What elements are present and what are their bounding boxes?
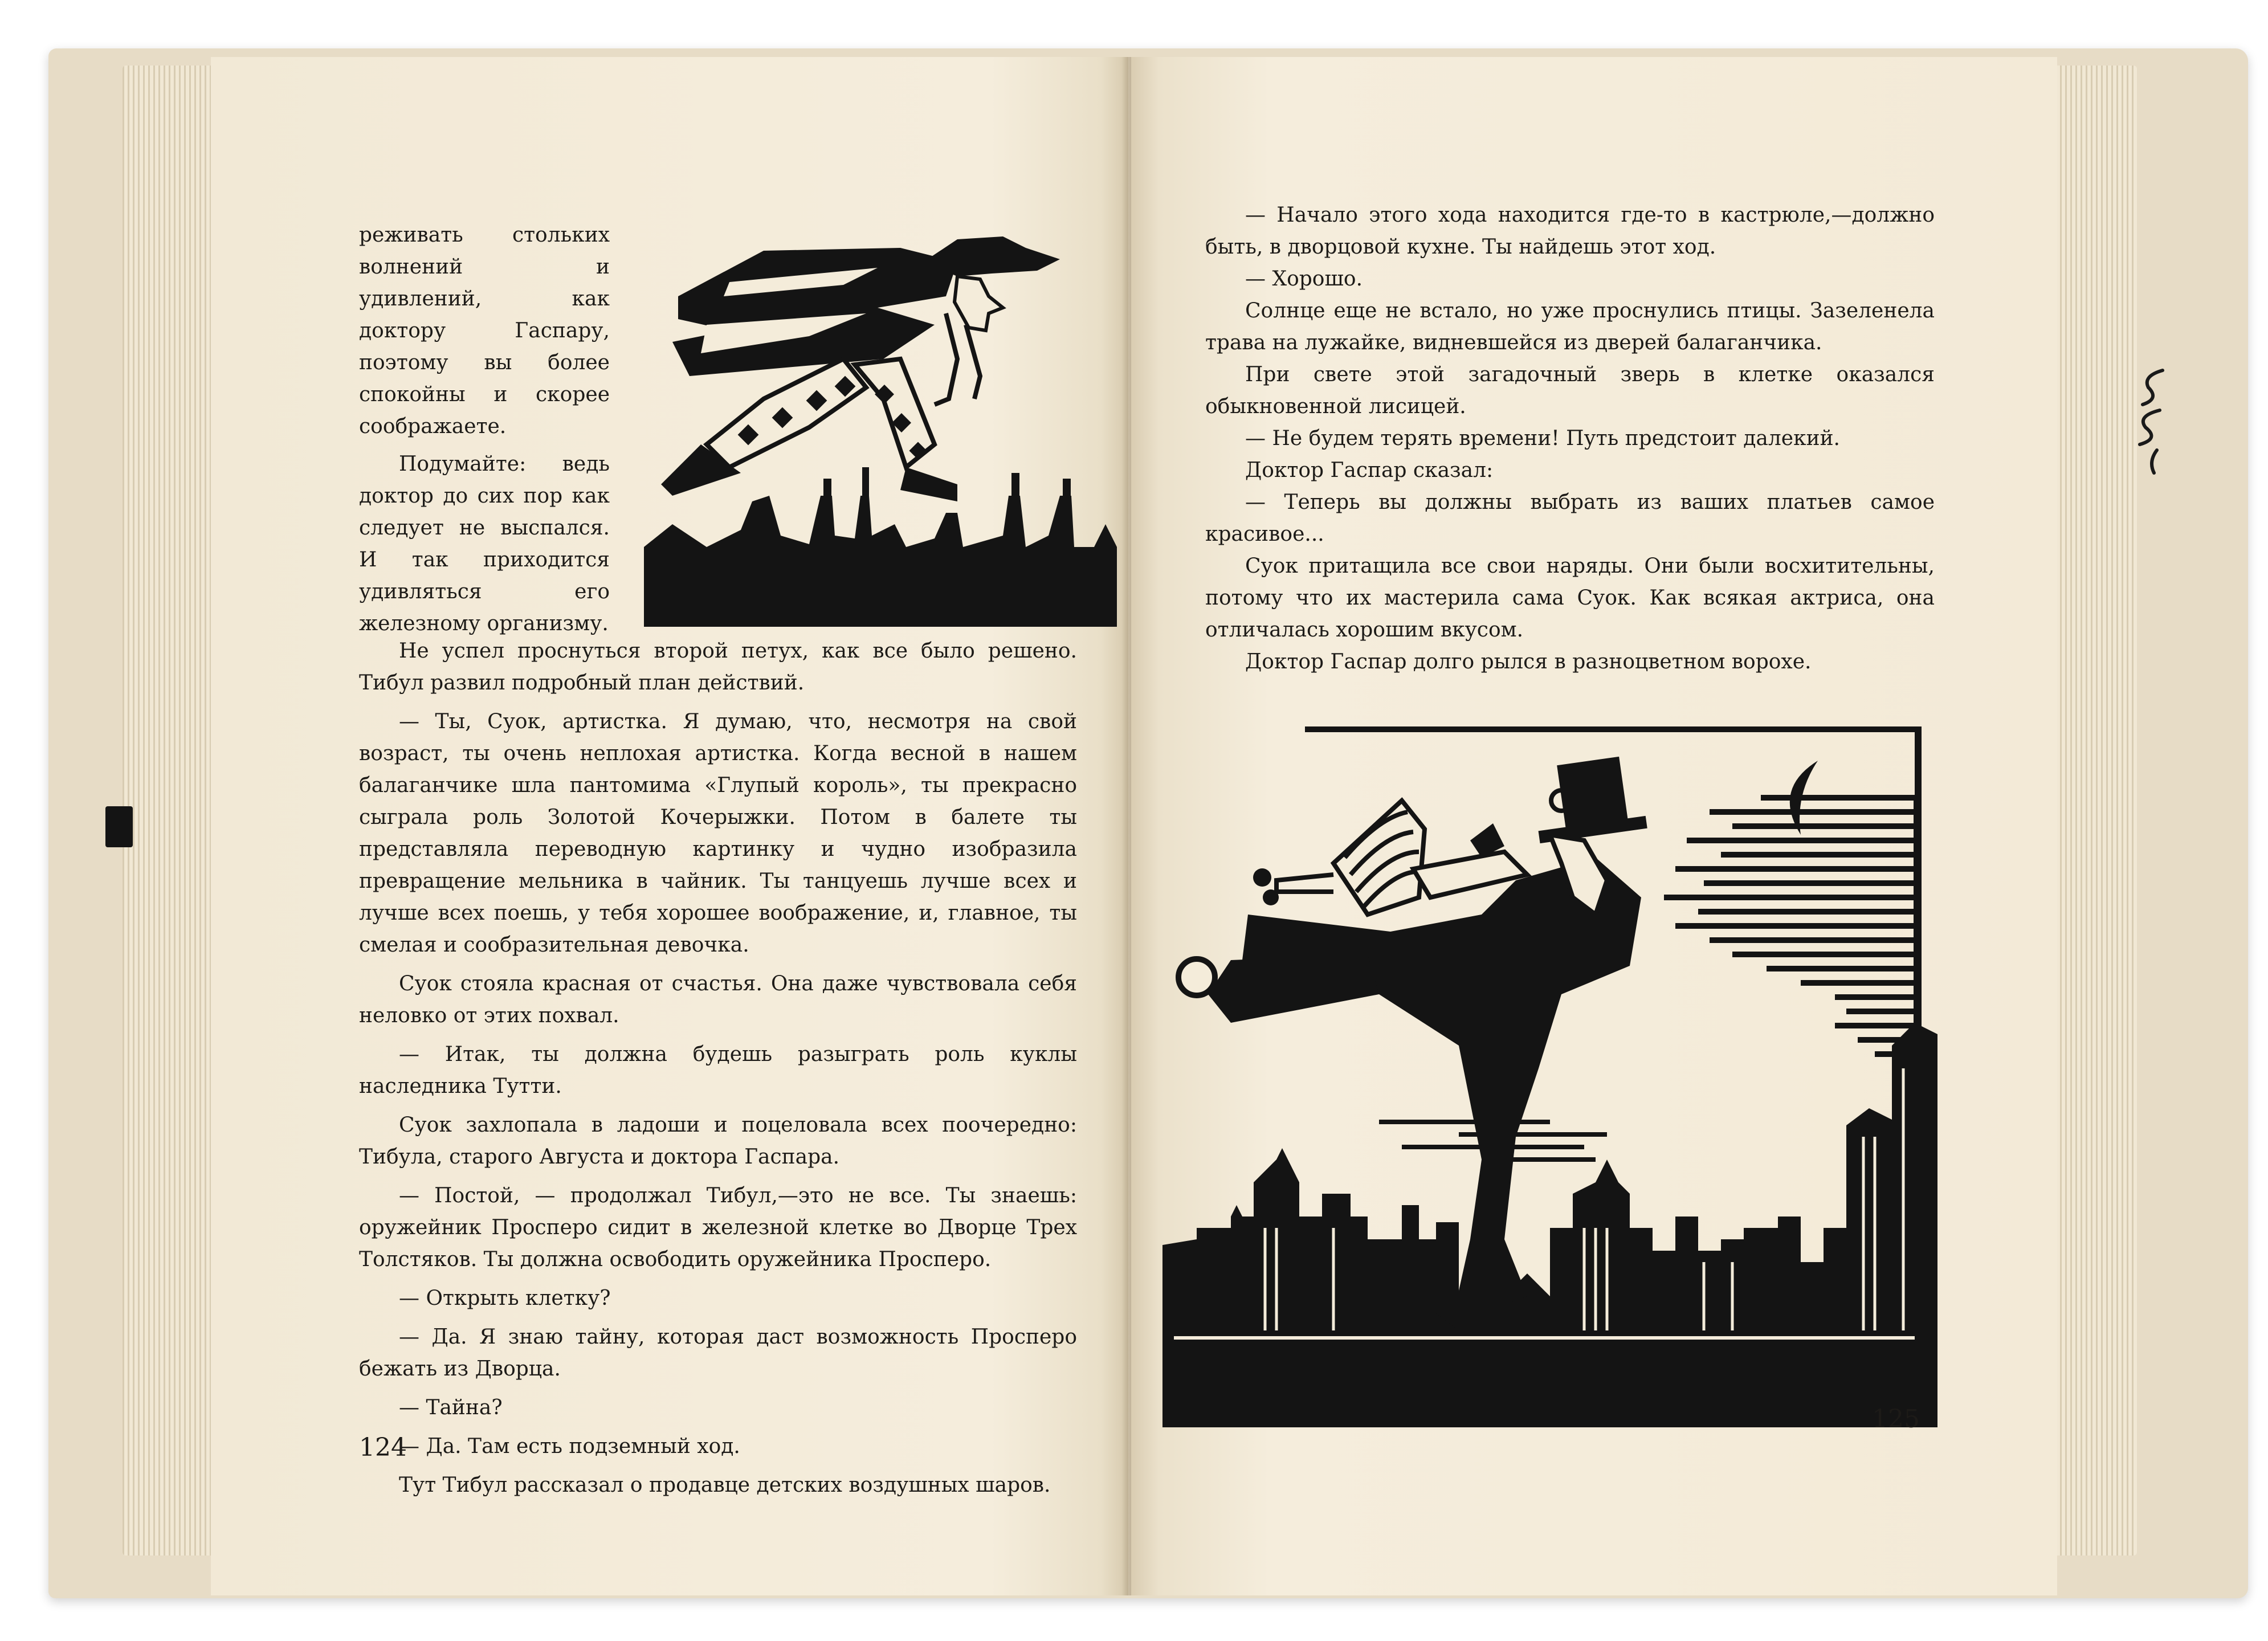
paragraph: Доктор Гаспар сказал: (1245, 459, 1494, 482)
thumb-index-mark (105, 806, 133, 847)
paragraph: — Итак, ты должна будешь разыграть роль куклы наследника Тутти. (359, 1043, 1077, 1098)
paragraph: — Ты, Суок, артистка. Я думаю, что, несмотря на свой возраст, ты очень неплохая артистка. Когда весной в нашем балаганчике шла пантомима «Глупый король», ты прекрасно сыграла роль Золотой Кочерыжки. Потом в балете ты представляла переводную картинку и чудно изобразила превращение мельника в чайник. Ты танцуешь лучше всех и лучше всех поешь, у тебя хорошее воображение, и, главное, ты смелая и сообразительная девочка. (359, 710, 1077, 957)
paragraph: — Открыть клетку? (399, 1287, 611, 1310)
paragraph: — Тайна? (399, 1396, 503, 1419)
page-number-left: 124 (359, 1433, 407, 1462)
paragraph: — Хорошо. (1245, 267, 1363, 291)
left-page-narrow-text (359, 219, 610, 640)
paragraph: Не успел проснуться второй петух, как все было решено. Тибул развил подробный план действий. (359, 639, 1077, 695)
paragraph: — Да. Там есть подземный ход. (399, 1435, 740, 1458)
left-page-stack (123, 66, 222, 1556)
paragraph: — Начало этого хода находится где-то в кастрюле,—должно быть, в дворцовой кухне. Ты найдешь этот ход. (1205, 203, 1935, 259)
left-page-text (359, 635, 1077, 1501)
woodcut-cloaked-figure (638, 228, 1123, 627)
paragraph: Суок притащила все свои наряды. Они были восхитительны, потому что их мастерила сама Суок. Как всякая актриса, она отличалась хорошим вкусом. (1205, 554, 1935, 642)
right-page-text (1205, 199, 1935, 678)
paragraph: При свете этой загадочный зверь в клетке оказался обыкновенной лисицей. (1205, 363, 1935, 418)
right-page-stack (2051, 66, 2137, 1556)
right-page (1131, 57, 2057, 1595)
paragraph: — Не будем терять времени! Путь предстоит далекий. (1245, 427, 1840, 450)
paragraph: Солнце еще не встало, но уже проснулись птицы. Зазеленела трава на лужайке, видневшейся из дверей балаганчика. (1205, 299, 1935, 354)
paragraph: реживать стольких волнений и удивлений, как доктору Гаспару, поэтому вы более спокойны и скорее соображаете. (359, 223, 610, 438)
paragraph: — Да. Я знаю тайну, которая даст возможность Просперо бежать из Дворца. (359, 1325, 1077, 1381)
paragraph: Доктор Гаспар долго рылся в разноцветном ворохе. (1245, 650, 1812, 673)
left-page (211, 57, 1128, 1595)
woodcut-doctor-carrying-doll (1162, 726, 1937, 1427)
page-number-right: 125 (1872, 1405, 1920, 1434)
paragraph: Подумайте: ведь доктор до сих пор как следует не выспался. И так приходится удивляться его железному организму. (359, 452, 610, 635)
paragraph: — Теперь вы должны выбрать из ваших платьев самое красивое... (1205, 491, 1935, 546)
paragraph: — Постой, — продолжал Тибул,—это не все. Ты знаешь: оружейник Просперо сидит в железной клетке во Дворце Трех Толстяков. Ты должна освободить оружейника Просперо. (359, 1184, 1077, 1271)
paragraph: Тут Тибул рассказал о продавце детских воздушных шаров. (399, 1473, 1051, 1497)
paragraph: Суок захлопала в ладоши и поцеловала всех поочередно: Тибула, старого Августа и доктора Гаспара. (359, 1113, 1077, 1169)
handwritten-margin-mark (2131, 365, 2171, 479)
paragraph: Суок стояла красная от счастья. Она даже чувствовала себя неловко от этих похвал. (359, 972, 1077, 1027)
